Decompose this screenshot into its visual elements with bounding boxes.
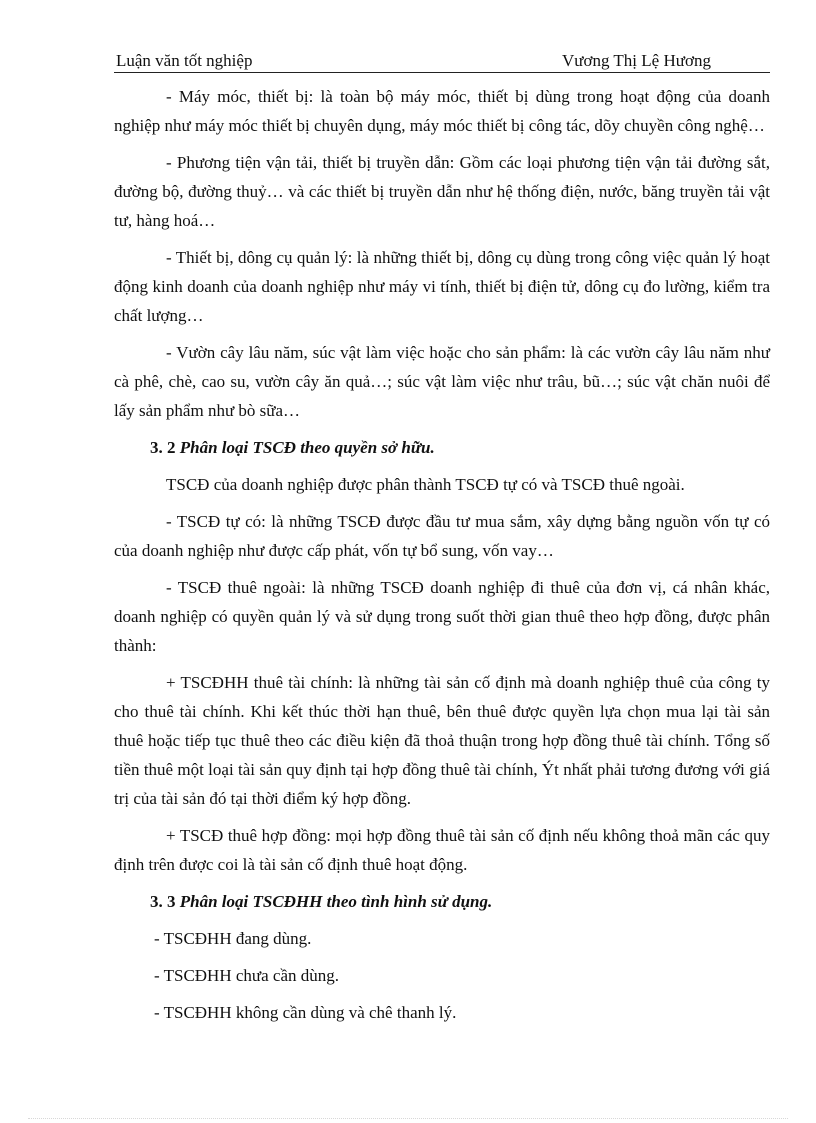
paragraph-management-tools: - Thiết bị, dông cụ quản lý: là những thiết bị, dông cụ dùng trong công việc quản lý hoạt động kinh doanh của doanh nghiệp như máy vi tính, thiết bị điện tử, dông cụ đo lường, kiểm tra chất lượng…: [114, 248, 770, 325]
page-bottom-divider: [28, 1118, 788, 1119]
document-body: [114, 82, 770, 1035]
list-item: - TSCĐHH không cần dùng và chê thanh lý.: [154, 1003, 457, 1022]
section-number: 3. 3: [150, 892, 176, 911]
list-item: - TSCĐHH chưa cần dùng.: [154, 966, 340, 985]
list-item: - TSCĐHH đang dùng.: [154, 929, 312, 948]
paragraph-leased-assets: - TSCĐ thuê ngoài: là những TSCĐ doanh nghiệp đi thuê của đơn vị, cá nhân khác, doanh nghiệp có quyền quản lý và sử dụng trong suốt thời gian thuê theo hợp đồng, được phân thành:: [114, 578, 770, 655]
section-title: Phân loại TSCĐ theo quyền sở hữu.: [179, 438, 435, 457]
paragraph-owned-assets: - TSCĐ tự có: là những TSCĐ được đầu tư mua sắm, xây dựng bằng nguồn vốn tự có của doanh nghiệp như được cấp phát, vốn tự bổ sung, vốn vay…: [114, 512, 770, 560]
section-title: Phân loại TSCĐHH theo tình hình sử dụng.: [179, 892, 493, 911]
section-heading-3-3: [114, 887, 770, 916]
paragraph-ownership-intro: TSCĐ của doanh nghiệp được phân thành TSCĐ tự có và TSCĐ thuê ngoài.: [166, 475, 685, 494]
paragraph-finance-lease: + TSCĐHH thuê tài chính: là những tài sản cố định mà doanh nghiệp thuê của công ty cho thuê tài chính. Khi kết thúc thời hạn thuê, bên thuê được quyền lựa chọn mua lại tài sản thuê hoặc tiếp tục thuê theo các điều kiện đã thoả thuận trong hợp đồng thuê tài chính. Tổng số tiền thuê một loại tài sản quy định tại hợp đồng thuê tài chính, Ýt nhất phải tương đương với giá trị của tài sản đó tại thời điểm ký hợp đồng.: [114, 673, 770, 808]
paragraph-machinery: - Máy móc, thiết bị: là toàn bộ máy móc, thiết bị dùng trong hoạt động của doanh nghiệp như máy móc thiết bị chuyên dụng, máy móc thiết bị công tác, dõy chuyền công nghệ…: [114, 87, 770, 135]
header-thesis-label: Luận văn tốt nghiệp: [116, 51, 253, 70]
section-heading-3-2: [114, 433, 770, 462]
page-header: [114, 48, 770, 73]
header-author-name: Vương Thị Lệ Hương: [562, 51, 711, 70]
paragraph-operating-lease: + TSCĐ thuê hợp đồng: mọi hợp đồng thuê tài sản cố định nếu không thoả mãn các quy định trên được coi là tài sản cố định thuê hoạt động.: [114, 826, 770, 874]
section-number: 3. 2: [150, 438, 176, 457]
paragraph-perennial-plants: - Vườn cây lâu năm, súc vật làm việc hoặc cho sản phẩm: là các vườn cây lâu năm như cà phê, chè, cao su, vườn cây ăn quả…; súc vật làm việc như trâu, bũ…; súc vật chăn nuôi để lấy sản phẩm như bò sữa…: [114, 343, 770, 420]
paragraph-transport: - Phương tiện vận tải, thiết bị truyền dẫn: Gồm các loại phương tiện vận tải đường sắt, đường bộ, đường thuỷ… và các thiết bị truyền dẫn như hệ thống điện, nước, băng truyền tải vật tư, hàng hoá…: [114, 153, 770, 230]
